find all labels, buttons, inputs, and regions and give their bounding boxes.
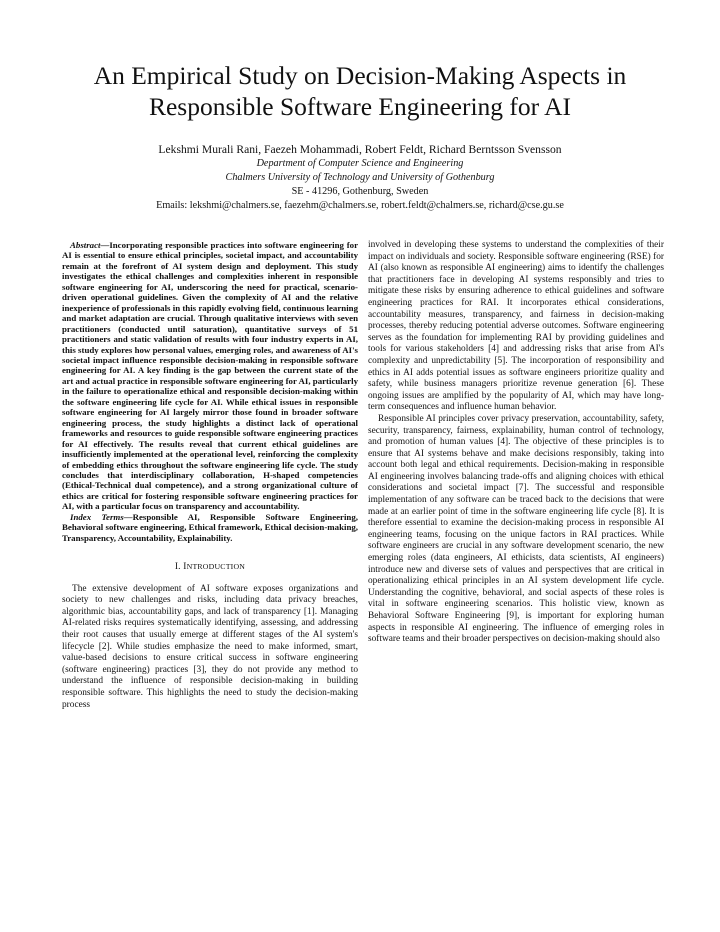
right-column: [368, 240, 664, 646]
index-terms-label: Index Terms—: [70, 511, 133, 522]
abstract-label: Abstract—: [70, 240, 110, 250]
abstract-text: Incorporating responsible practices into software engineering for AI is essential to ensure ethical principles, societal impact, and accountability remain at the forefront of AI system design and deployment. This study investigates the ethical challenges and complexities inherent in responsible software engineering for AI, underscoring the need for practical, scenario-driven operational guidelines. Given the complexity of AI and the relative inexperience of professionals in this rapidly evolving field, continuous learning and market adaptation are crucial. Through qualitative interviews with seven practitioners (conducted until saturation), quantitative surveys of 51 practitioners and static validation of results with four industry experts in AI, this study explores how personal values, emerging roles, and awareness of AI's societal impact influence responsible decision-making in responsible software engineering for AI. A key finding is the gap between the current state of the art and actual practice in responsible software engineering for AI, particularly in the failure to operationalize ethical and responsible decision-making within the software engineering life cycle for AI. While ethical issues in responsible software engineering for AI largely mirror those found in broader software engineering process, the study highlights a distinct lack of operational frameworks and resources to guide responsible software engineering practices for AI effectively. The results reveal that current ethical guidelines are insufficiently implemented at the operational level, reinforcing the complexity of embedding ethics throughout the software engineering life cycle. The study concludes that interdisciplinary collaboration, H-shaped competencies (Ethical-Technical dual competence), and a strong organizational culture of ethics are critical for fostering responsible software engineering practices for AI, with a particular focus on transparency and accountability.: [62, 240, 358, 512]
abstract: [62, 240, 358, 512]
intro-paragraph-1: The extensive development of AI software exposes organizations and society to new challenges and risks, including data privacy breaches, algorithmic bias, accountability gaps, and lack of transparency [1]. Managing AI-related risks requires systematically identifying, assessing, and addressing their root causes that usually emerge at different stages of the AI system's lifecycle [2]. While studies emphasize the need to make informed, smart, value-based decisions to ensure critical success in software engineering (software engineering) practices [3], they do not provide any method to understand the influence of responsible decision-making in building responsible software. This highlights the need to study the decision-making process: [62, 583, 358, 710]
title-line-1: An Empirical Study on Decision-Making Aspects in: [93, 61, 627, 90]
right-paragraph-1: involved in developing these systems to understand the complexities of their impact on individuals and society. Responsible software engineering (RSE) for AI (also known as responsible AI engineering) aims to identify the challenges that practitioners face in developing AI systems responsibly and tries to mitigate these risks by ensuring adherence to ethical guidelines and software engineering practices for RAI. It incorporates ethical considerations, accountability measures, transparency, and fairness in decision-making processes, thereby reducing potential adverse outcomes. Software engineering serves as the foundation for implementing RAI by providing guidelines and tools for various stakeholders [4] and addressing risks that arise from AI's complexity and unpredictability [5]. The incorporation of responsibility and ethics in AI adds potential issues as software engineers prioritize quality and safety, while business managers prioritize revenue generation [6]. These ongoing issues are amplified by the popularity of AI, which may have long-term consequences and influence human behavior.: [368, 240, 664, 413]
emails: Emails: lekshmi@chalmers.se, faezehm@chalmers.se, robert.feldt@chalmers.se, richard@cse.gu.se: [156, 200, 564, 211]
university: Chalmers University of Technology and University of Gothenburg: [225, 172, 495, 183]
section-title-initial: I: [183, 562, 187, 573]
section-heading-introduction: [62, 561, 358, 574]
department: Department of Computer Science and Engineering: [256, 158, 464, 169]
section-number: I.: [174, 562, 181, 573]
index-terms-text: Responsible AI, Responsible Software Engineering, Behavioral software engineering, Ethical framework, Ethical decision-making, Transparency, Accountability, Explainability.: [62, 511, 358, 543]
paper-title: [40, 60, 680, 122]
title-line-2: Responsible Software Engineering for AI: [148, 92, 572, 121]
affiliation-block: [40, 157, 680, 213]
author-list: Lekshmi Murali Rani, Faezeh Mohammadi, Robert Feldt, Richard Berntsson Svensson: [158, 143, 562, 156]
right-paragraph-2: Responsible AI principles cover privacy preservation, accountability, safety, security, transparency, fairness, explainability, human control of technology, and promotion of human values [4]. The objective of these principles is to ensure that AI systems behave and make decisions responsibly, taking into account both legal and ethical requirements. Decision-making in responsible AI engineering involves balancing trade-offs and aligning choices with ethical considerations and societal impact [7]. The successful and responsible implementation of any software can be traced back to the decisions that were made at an earlier point of time in the software engineering life cycle [8]. It is therefore essential to examine the decision-making process in responsible AI engineering teams, focusing on the unique factors in RAI practices. While software engineers are crucial in any software development scenario, the new emerging roles (data engineers, AI ethicists, data scientists, AI engineers) introduce new and diverse sets of values and perspectives that are critical in operationalizing ethical principles in an AI system development life cycle. Understanding the cognitive, behavioral, and social aspects of these roles is vital in software engineering scenarios. This holistic view, known as Behavioral Software Engineering [9], is important for exploring human aspects in responsible AI engineering. The influence of emerging roles in software teams and their broader perspectives on decision-making should also: [368, 413, 664, 645]
section-title-rest: NTRODUCTION: [186, 562, 246, 572]
address: SE - 41296, Gothenburg, Sweden: [291, 186, 429, 197]
index-terms: [62, 512, 358, 543]
left-column: [62, 240, 358, 711]
